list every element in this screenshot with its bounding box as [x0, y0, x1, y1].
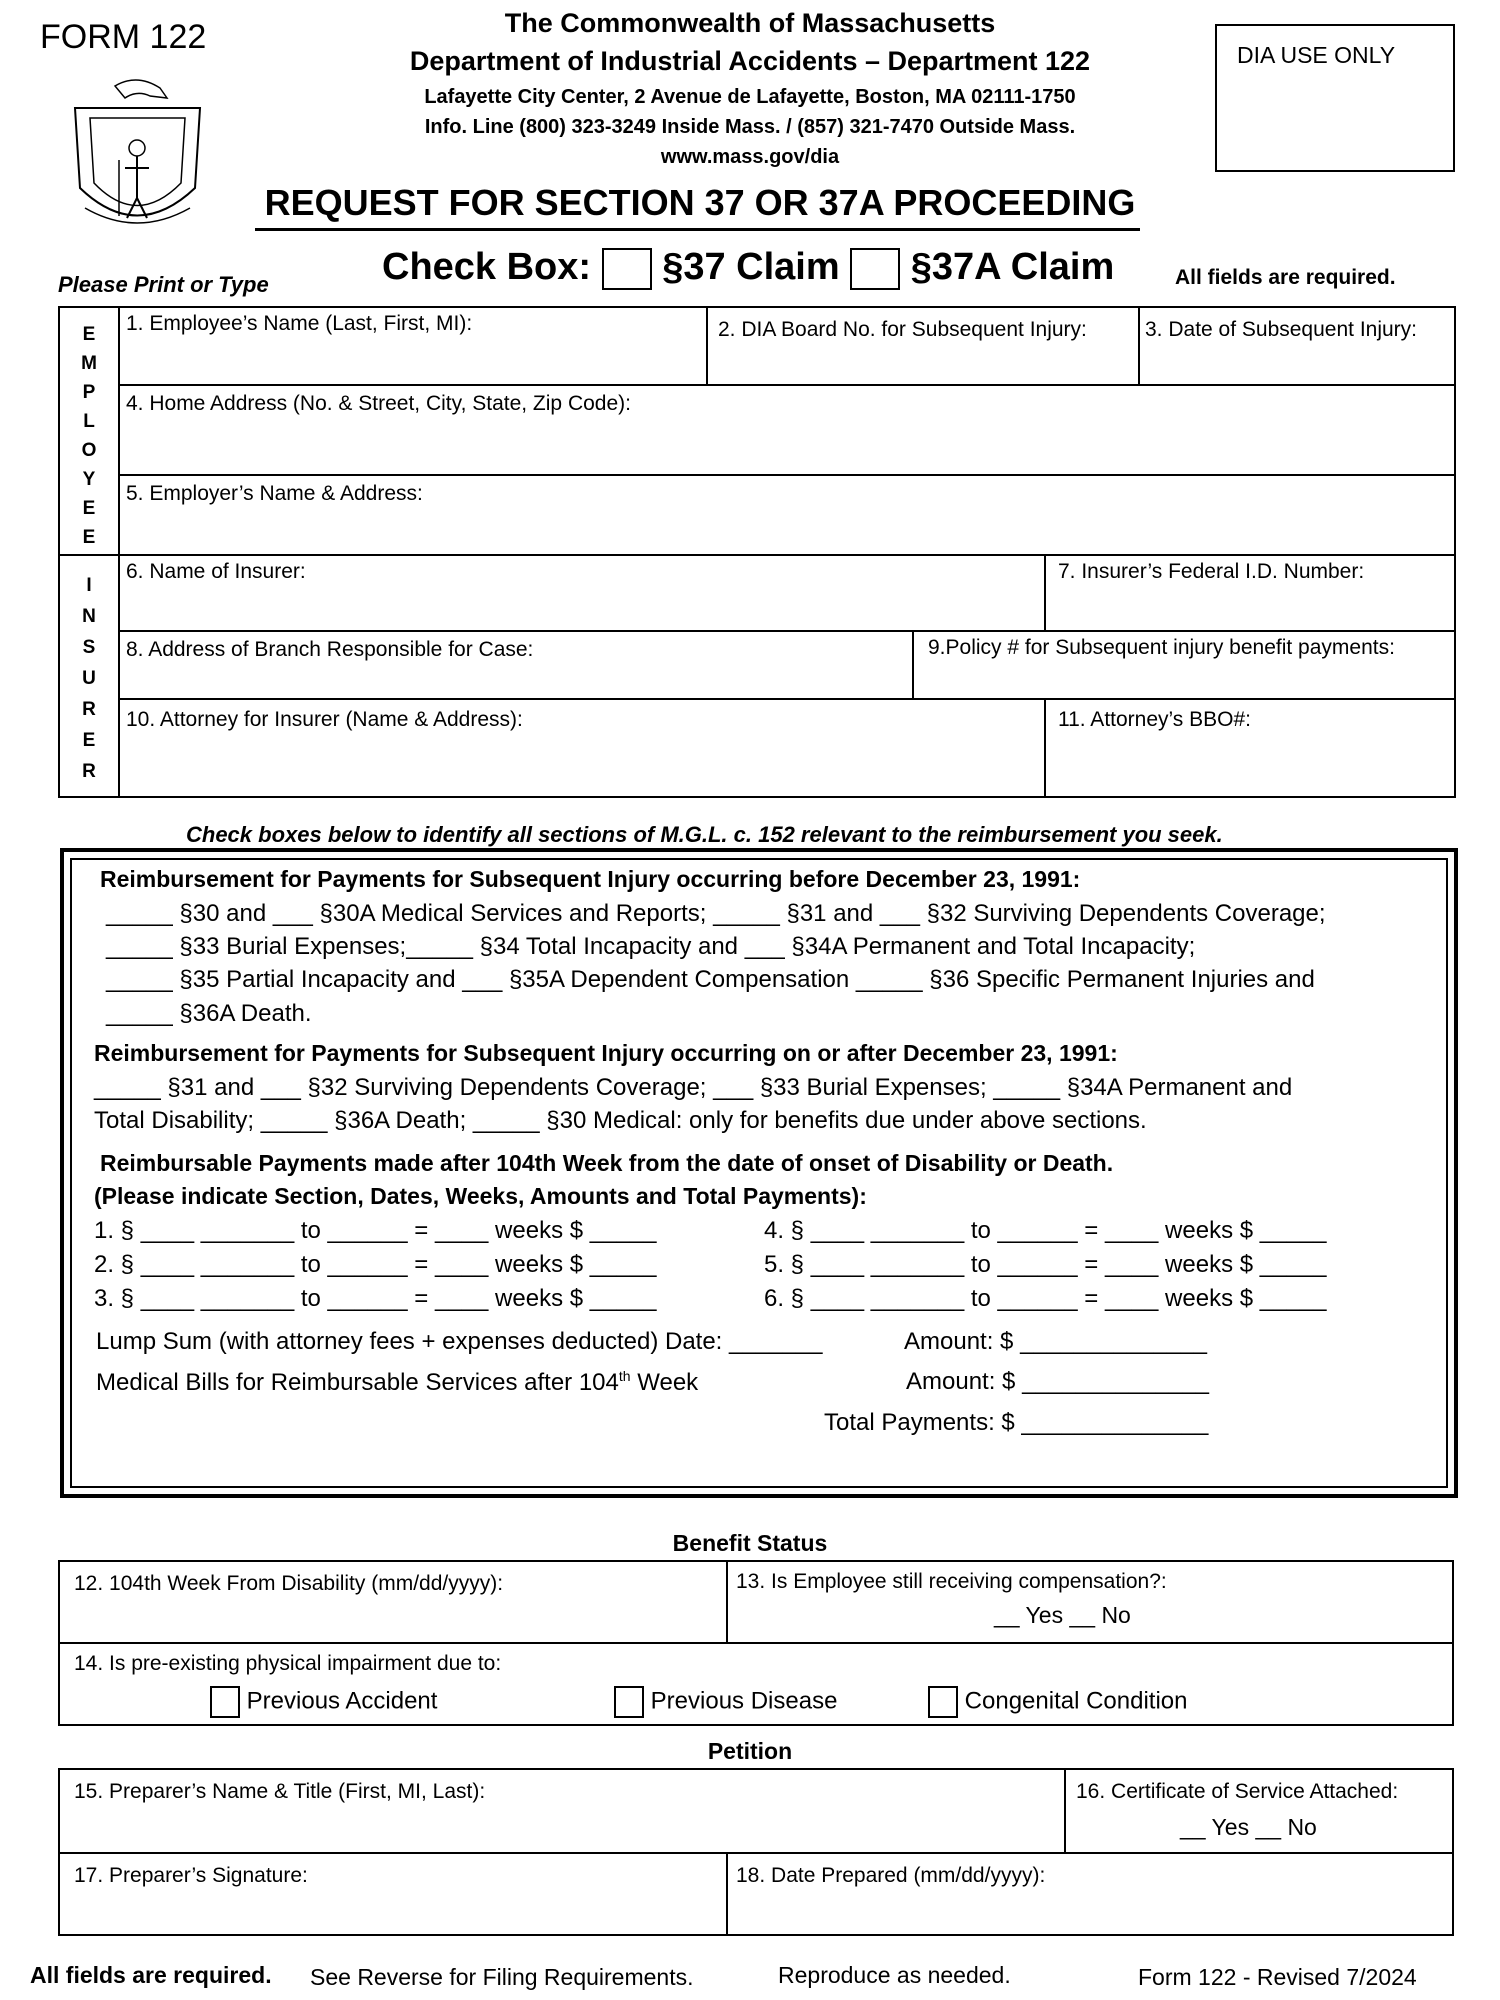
insurer-side-letter: E — [82, 730, 96, 751]
employee-side-letter: P — [82, 382, 96, 403]
payments-heading-1: Reimbursable Payments made after 104th Week from the date of onset of Disability or Death. — [100, 1150, 1114, 1176]
before-line-2: _____ §33 Burial Expenses;_____ §34 Total Incapacity and ___ §34A Permanent and Total Incapacity; — [106, 933, 1196, 960]
insurer-side — [58, 554, 120, 798]
field-16-options[interactable]: __ Yes __ No — [1180, 1814, 1317, 1840]
insurer-side-letter: I — [86, 575, 92, 596]
payment-row-1[interactable]: 1. § ____ _______ to ______ = ____ weeks $ _____ — [94, 1217, 657, 1244]
seal-icon — [55, 68, 220, 243]
footer-required: All fields are required. — [30, 1962, 272, 1988]
employee-side-letter: M — [81, 353, 97, 374]
congenital-checkbox[interactable] — [928, 1686, 958, 1718]
previous-accident-checkbox[interactable] — [210, 1686, 240, 1718]
field-12-label: 12. 104th Week From Disability (mm/dd/yyyy): — [74, 1572, 504, 1595]
employee-side-letter: E — [82, 527, 96, 548]
preparer-name-input[interactable] — [60, 1808, 1062, 1850]
claim37-checkbox[interactable] — [602, 248, 652, 290]
week104-input[interactable] — [60, 1600, 724, 1640]
medical-bills-line — [96, 1368, 698, 1397]
field-2-label: 2. DIA Board No. for Subsequent Injury: — [718, 318, 1087, 341]
field-11-label: 11. Attorney’s BBO#: — [1058, 708, 1251, 731]
before-line-1: _____ §30 and ___ §30A Medical Services and Reports; _____ §31 and ___ §32 Surviving Dependents Coverage; — [106, 900, 1326, 927]
employer-input[interactable] — [120, 510, 1454, 554]
field-13-options[interactable]: __ Yes __ No — [994, 1602, 1131, 1628]
date-prepared-input[interactable] — [728, 1892, 1452, 1934]
dia-use-label: DIA USE ONLY — [1237, 42, 1396, 68]
field-4-label: 4. Home Address (No. & Street, City, State, Zip Code): — [126, 392, 631, 415]
lump-sum-line[interactable]: Lump Sum (with attorney fees + expenses deducted) Date: _______ — [96, 1328, 823, 1355]
form-title: REQUEST FOR SECTION 37 OR 37A PROCEEDING — [264, 182, 1136, 223]
employee-side-label — [60, 320, 118, 552]
field-5-label: 5. Employer’s Name & Address: — [126, 482, 423, 505]
form-number: FORM 122 — [40, 18, 207, 56]
field-18-label: 18. Date Prepared (mm/dd/yyyy): — [736, 1864, 1046, 1887]
option-previous-accident — [210, 1686, 437, 1718]
agency-name: The Commonwealth of Massachusetts — [504, 8, 996, 38]
field-15-label: 15. Preparer’s Name & Title (First, MI, Last): — [74, 1780, 486, 1803]
total-payments[interactable]: Total Payments: $ ______________ — [824, 1409, 1209, 1436]
footer-reproduce: Reproduce as needed. — [778, 1962, 1011, 1988]
lump-sum-amount[interactable]: Amount: $ ______________ — [904, 1328, 1207, 1355]
after-1991-heading: Reimbursement for Payments for Subsequent Injury occurring on or after December 23, 1991: — [94, 1040, 1118, 1066]
before-line-4: _____ §36A Death. — [106, 1000, 312, 1027]
benefit-status-heading: Benefit Status — [672, 1530, 828, 1556]
insurer-fein-input[interactable] — [1046, 588, 1454, 628]
medical-bills-sup: th — [618, 1368, 631, 1384]
injury-date-input[interactable] — [1140, 346, 1454, 382]
footer-reverse: See Reverse for Filing Requirements. — [310, 1964, 694, 1990]
medical-bills-end: Week — [630, 1369, 699, 1396]
field-9-label: 9.Policy # for Subsequent injury benefit payments: — [928, 636, 1395, 659]
before-1991-heading: Reimbursement for Payments for Subsequent Injury occurring before December 23, 1991: — [100, 866, 1081, 892]
after-line-2: Total Disability; _____ §36A Death; _____ §30 Medical: only for benefits due under above sections. — [94, 1107, 1147, 1134]
field-3-label: 3. Date of Subsequent Injury: — [1145, 318, 1418, 341]
state-seal — [55, 68, 220, 243]
insurer-side-letter: U — [82, 668, 96, 689]
field-10-label: 10. Attorney for Insurer (Name & Address): — [126, 708, 523, 731]
claim37a-label: §37A Claim — [910, 246, 1115, 288]
attorney-input[interactable] — [120, 736, 1042, 796]
congenital-label: Congenital Condition — [964, 1687, 1188, 1715]
claim-check-row — [382, 246, 1114, 290]
signature-input[interactable] — [60, 1892, 724, 1934]
payment-row-2[interactable]: 2. § ____ _______ to ______ = ____ weeks $ _____ — [94, 1251, 657, 1278]
policy-number-input[interactable] — [914, 664, 1454, 696]
employee-name-input[interactable] — [120, 340, 704, 382]
employee-side-letter: L — [83, 411, 95, 432]
check-box-label: Check Box: — [382, 246, 592, 288]
branch-address-input[interactable] — [120, 664, 910, 696]
previous-disease-label: Previous Disease — [650, 1687, 838, 1715]
website: www.mass.gov/dia — [660, 146, 840, 168]
medical-bills-text: Medical Bills for Reimbursable Services after 104 — [96, 1369, 619, 1396]
employee-side — [58, 306, 120, 556]
claim37-label: §37 Claim — [662, 246, 840, 288]
previous-disease-checkbox[interactable] — [614, 1686, 644, 1718]
option-previous-disease — [614, 1686, 837, 1718]
before-line-3: _____ §35 Partial Incapacity and ___ §35A Dependent Compensation _____ §36 Specific Permanent Injuries and — [106, 966, 1315, 993]
info-line: Info. Line (800) 323-3249 Inside Mass. / (857) 321-7470 Outside Mass. — [424, 116, 1076, 138]
field-16-label: 16. Certificate of Service Attached: — [1076, 1780, 1399, 1803]
payment-row-3[interactable]: 3. § ____ _______ to ______ = ____ weeks $ _____ — [94, 1285, 657, 1312]
insurer-side-letter: R — [82, 699, 96, 720]
instructions: Check boxes below to identify all sections of M.G.L. c. 152 relevant to the reimbursement you seek. — [186, 822, 1223, 847]
field-17-label: 17. Preparer’s Signature: — [74, 1864, 308, 1887]
payment-row-4[interactable]: 4. § ____ _______ to ______ = ____ weeks $ _____ — [764, 1217, 1327, 1244]
field-6-label: 6. Name of Insurer: — [126, 560, 306, 583]
field-1-label: 1. Employee’s Name (Last, First, MI): — [126, 312, 473, 335]
previous-accident-label: Previous Accident — [246, 1687, 438, 1715]
field-8-label: 8. Address of Branch Responsible for Case: — [126, 638, 534, 661]
employee-side-letter: Y — [82, 469, 96, 490]
footer-revision: Form 122 - Revised 7/2024 — [1138, 1964, 1417, 1990]
employee-side-letter: E — [82, 324, 96, 345]
print-type-note: Please Print or Type — [58, 272, 269, 297]
insurer-side-letter: R — [82, 761, 96, 782]
agency-address: Lafayette City Center, 2 Avenue de Lafayette, Boston, MA 02111-1750 — [424, 86, 1076, 108]
payments-heading-2: (Please indicate Section, Dates, Weeks, Amounts and Total Payments): — [94, 1183, 867, 1209]
claim37a-checkbox[interactable] — [850, 248, 900, 290]
field-14-label: 14. Is pre-existing physical impairment due to: — [74, 1652, 502, 1675]
department-name: Department of Industrial Accidents – Department 122 — [409, 46, 1091, 76]
bbo-input[interactable] — [1046, 736, 1454, 796]
title-underline — [255, 228, 1140, 231]
insurer-side-letter: N — [82, 606, 96, 627]
insurer-side-label — [60, 570, 118, 787]
payment-row-5[interactable]: 5. § ____ _______ to ______ = ____ weeks $ _____ — [764, 1251, 1327, 1278]
payment-row-6[interactable]: 6. § ____ _______ to ______ = ____ weeks $ _____ — [764, 1285, 1327, 1312]
insurer-name-input[interactable] — [120, 588, 1042, 628]
employee-side-letter: E — [82, 498, 96, 519]
required-note: All fields are required. — [1175, 266, 1396, 289]
dia-board-input[interactable] — [708, 346, 1136, 382]
field-13-label: 13. Is Employee still receiving compensation?: — [736, 1570, 1167, 1593]
employee-side-letter: O — [81, 440, 97, 461]
petition-heading: Petition — [707, 1738, 793, 1764]
medical-bills-amount[interactable]: Amount: $ ______________ — [906, 1368, 1209, 1395]
dia-use-box — [1215, 24, 1455, 172]
after-line-1: _____ §31 and ___ §32 Surviving Dependents Coverage; ___ §33 Burial Expenses; _____ §34A Permanent and — [94, 1074, 1293, 1101]
field-7-label: 7. Insurer’s Federal I.D. Number: — [1058, 560, 1365, 583]
option-congenital — [928, 1686, 1188, 1718]
insurer-side-letter: S — [82, 637, 96, 658]
home-address-input[interactable] — [120, 420, 1454, 472]
